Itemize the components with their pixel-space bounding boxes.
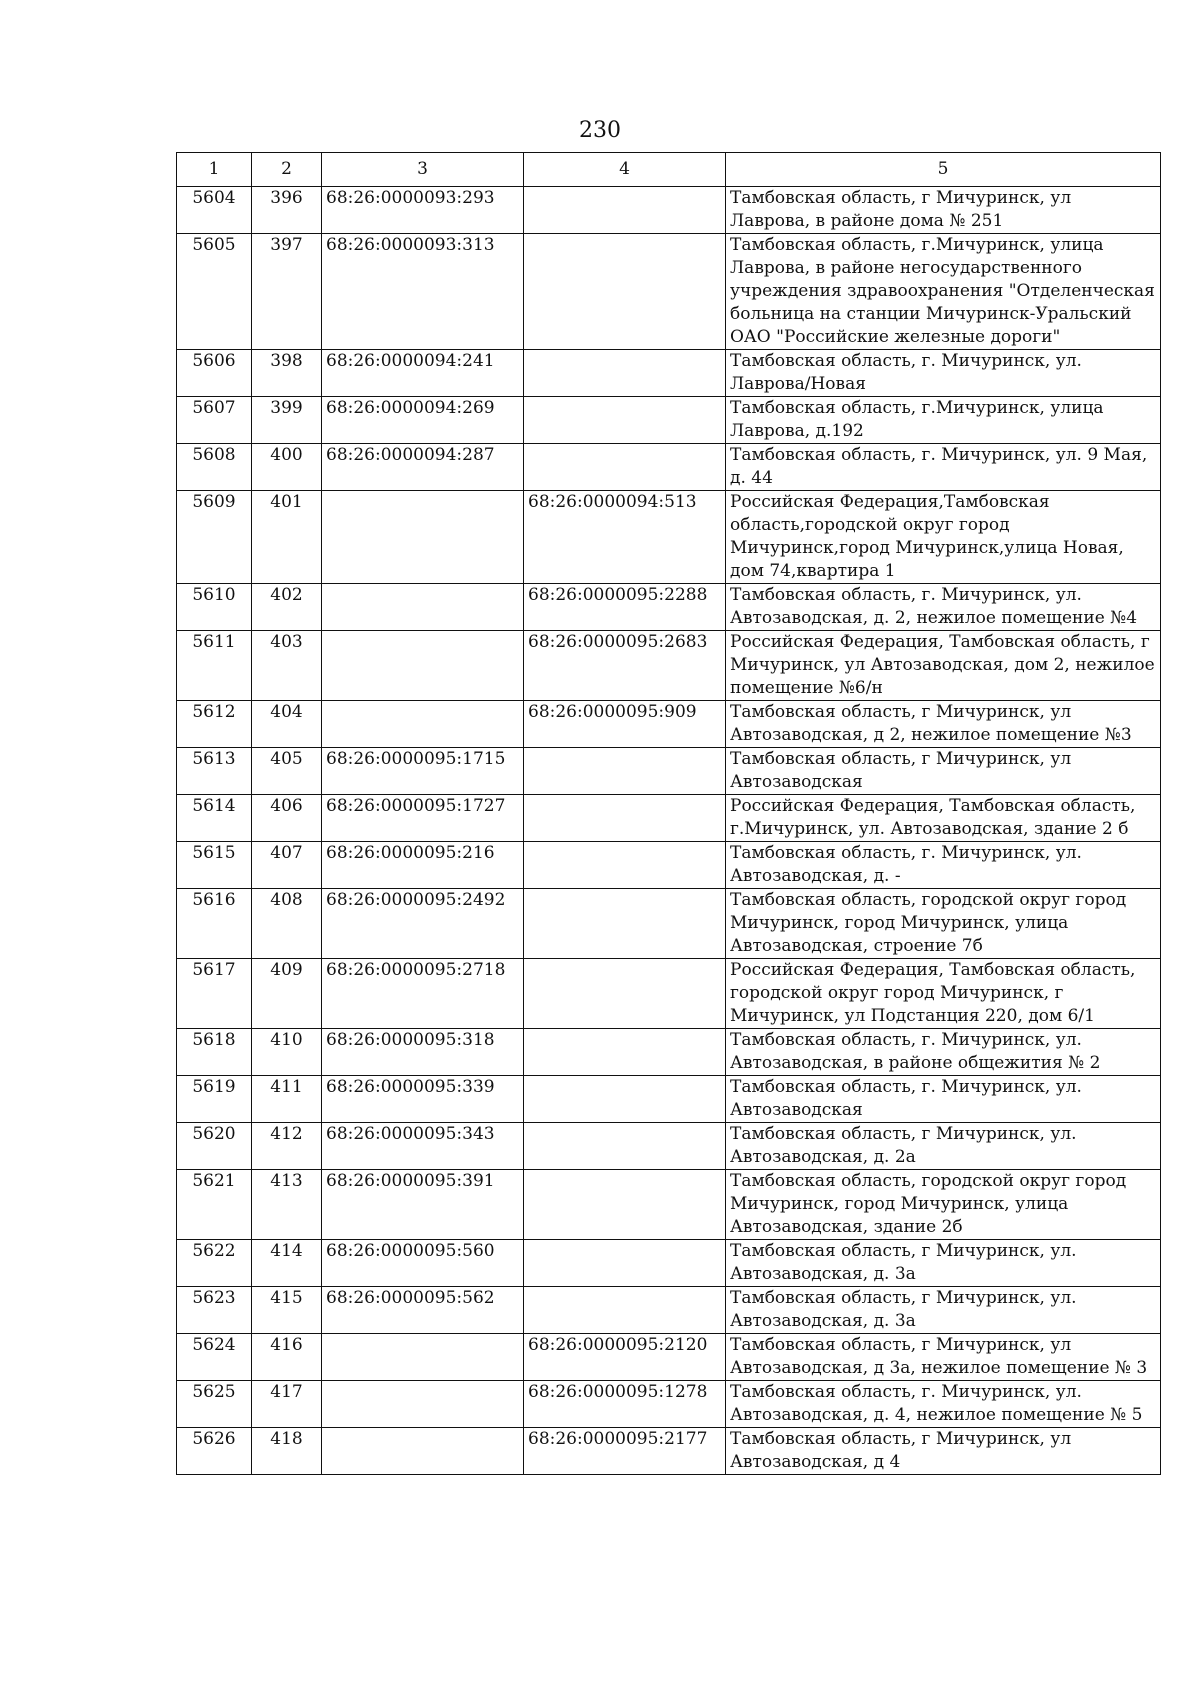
- cell-item-number: 409: [252, 959, 322, 1029]
- cell-item-number: 403: [252, 631, 322, 701]
- cell-row-number: 5615: [177, 842, 252, 889]
- cell-item-number: 407: [252, 842, 322, 889]
- cell-cadastral-premises: 68:26:0000095:2177: [524, 1428, 726, 1475]
- cell-address: Тамбовская область, г. Мичуринск, ул. Автозаводская, д. 4, нежилое помещение № 5: [726, 1381, 1161, 1428]
- table-row: [177, 1428, 1161, 1475]
- table-row: [177, 889, 1161, 959]
- cell-address: Российская Федерация, Тамбовская область, г.Мичуринск, ул. Автозаводская, здание 2 б: [726, 795, 1161, 842]
- cell-cadastral-land: 68:26:0000093:313: [322, 234, 524, 350]
- cell-item-number: 417: [252, 1381, 322, 1428]
- cell-cadastral-land: [322, 701, 524, 748]
- table-row: [177, 187, 1161, 234]
- header-cell-1: 1: [177, 153, 252, 187]
- cell-cadastral-premises: 68:26:0000095:2288: [524, 584, 726, 631]
- cell-address: Тамбовская область, г Мичуринск, ул. Автозаводская, д. 3а: [726, 1240, 1161, 1287]
- cell-address: Тамбовская область, г Мичуринск, ул Автозаводская, д 3а, нежилое помещение № 3: [726, 1334, 1161, 1381]
- cell-cadastral-premises: [524, 1240, 726, 1287]
- cell-cadastral-premises: 68:26:0000095:909: [524, 701, 726, 748]
- table-row: [177, 795, 1161, 842]
- cell-row-number: 5608: [177, 444, 252, 491]
- header-cell-4: 4: [524, 153, 726, 187]
- cell-row-number: 5605: [177, 234, 252, 350]
- cell-cadastral-land: 68:26:0000095:2492: [322, 889, 524, 959]
- cell-address: Тамбовская область, г Мичуринск, ул. Автозаводская, д. 3а: [726, 1287, 1161, 1334]
- cell-address: Тамбовская область, г. Мичуринск, ул. 9 Мая, д. 44: [726, 444, 1161, 491]
- table-row: [177, 701, 1161, 748]
- cell-cadastral-land: [322, 1428, 524, 1475]
- cell-address: Тамбовская область, городской округ город Мичуринск, город Мичуринск, улица Автозаводская, строение 7б: [726, 889, 1161, 959]
- table-row: [177, 1287, 1161, 1334]
- cell-address: Тамбовская область, городской округ город Мичуринск, город Мичуринск, улица Автозаводская, здание 2б: [726, 1170, 1161, 1240]
- cell-item-number: 406: [252, 795, 322, 842]
- cell-row-number: 5625: [177, 1381, 252, 1428]
- table-row: [177, 1334, 1161, 1381]
- cell-item-number: 413: [252, 1170, 322, 1240]
- cell-cadastral-land: 68:26:0000095:318: [322, 1029, 524, 1076]
- table-row: [177, 1381, 1161, 1428]
- cell-cadastral-land: 68:26:0000095:560: [322, 1240, 524, 1287]
- table-row: [177, 631, 1161, 701]
- cell-cadastral-premises: [524, 959, 726, 1029]
- header-cell-3: 3: [322, 153, 524, 187]
- cell-row-number: 5624: [177, 1334, 252, 1381]
- cell-cadastral-premises: [524, 187, 726, 234]
- table-row: [177, 491, 1161, 584]
- cell-cadastral-land: 68:26:0000095:339: [322, 1076, 524, 1123]
- cell-row-number: 5617: [177, 959, 252, 1029]
- cell-row-number: 5622: [177, 1240, 252, 1287]
- cell-cadastral-land: 68:26:0000093:293: [322, 187, 524, 234]
- cell-cadastral-premises: [524, 397, 726, 444]
- cell-row-number: 5613: [177, 748, 252, 795]
- cell-address: Тамбовская область, г Мичуринск, ул Лаврова, в районе дома № 251: [726, 187, 1161, 234]
- cell-cadastral-premises: [524, 842, 726, 889]
- cell-cadastral-land: [322, 631, 524, 701]
- cell-cadastral-premises: [524, 889, 726, 959]
- table-row: [177, 350, 1161, 397]
- cell-cadastral-land: [322, 1334, 524, 1381]
- cell-cadastral-land: 68:26:0000094:287: [322, 444, 524, 491]
- cell-cadastral-premises: [524, 444, 726, 491]
- cell-address: Тамбовская область, г. Мичуринск, ул. Автозаводская, в районе общежития № 2: [726, 1029, 1161, 1076]
- cell-address: Тамбовская область, г. Мичуринск, ул. Автозаводская, д. 2, нежилое помещение №4: [726, 584, 1161, 631]
- cell-address: Тамбовская область, г Мичуринск, ул Автозаводская, д 4: [726, 1428, 1161, 1475]
- table-row: [177, 842, 1161, 889]
- cell-item-number: 404: [252, 701, 322, 748]
- table-row: [177, 1123, 1161, 1170]
- cell-item-number: 414: [252, 1240, 322, 1287]
- cell-row-number: 5621: [177, 1170, 252, 1240]
- cell-row-number: 5619: [177, 1076, 252, 1123]
- cell-cadastral-land: 68:26:0000095:343: [322, 1123, 524, 1170]
- cell-row-number: 5607: [177, 397, 252, 444]
- cell-cadastral-land: [322, 1381, 524, 1428]
- cell-cadastral-premises: [524, 234, 726, 350]
- cell-cadastral-land: [322, 584, 524, 631]
- table-row: [177, 1029, 1161, 1076]
- cell-address: Тамбовская область, г Мичуринск, ул Автозаводская: [726, 748, 1161, 795]
- cell-cadastral-land: [322, 491, 524, 584]
- table-row: [177, 1240, 1161, 1287]
- table-row: [177, 234, 1161, 350]
- table-row: [177, 584, 1161, 631]
- cell-item-number: 408: [252, 889, 322, 959]
- header-row: [177, 153, 1161, 187]
- cell-item-number: 415: [252, 1287, 322, 1334]
- cell-cadastral-land: 68:26:0000095:216: [322, 842, 524, 889]
- cell-item-number: 401: [252, 491, 322, 584]
- cell-cadastral-premises: [524, 1029, 726, 1076]
- cell-address: Российская Федерация, Тамбовская область, городской округ город Мичуринск, г Мичуринск, ул Подстанция 220, дом 6/1: [726, 959, 1161, 1029]
- table-header: [177, 153, 1161, 187]
- cell-row-number: 5626: [177, 1428, 252, 1475]
- cell-row-number: 5606: [177, 350, 252, 397]
- table-row: [177, 959, 1161, 1029]
- cell-item-number: 410: [252, 1029, 322, 1076]
- cell-address: Тамбовская область, г Мичуринск, ул Автозаводская, д 2, нежилое помещение №3: [726, 701, 1161, 748]
- table-row: [177, 1170, 1161, 1240]
- cell-row-number: 5609: [177, 491, 252, 584]
- cell-address: Тамбовская область, г.Мичуринск, улица Лаврова, в районе негосударственного учреждения здравоохранения "Отделенческая больница на станции Мичуринск-Уральский ОАО "Российские железные дороги": [726, 234, 1161, 350]
- cell-address: Российская Федерация,Тамбовская область,городской округ город Мичуринск,город Мичуринск,улица Новая, дом 74,квартира 1: [726, 491, 1161, 584]
- cell-address: Тамбовская область, г. Мичуринск, ул. Лаврова/Новая: [726, 350, 1161, 397]
- cell-row-number: 5604: [177, 187, 252, 234]
- table-row: [177, 397, 1161, 444]
- cell-item-number: 398: [252, 350, 322, 397]
- cell-item-number: 411: [252, 1076, 322, 1123]
- cell-address: Тамбовская область, г Мичуринск, ул. Автозаводская, д. 2а: [726, 1123, 1161, 1170]
- cell-cadastral-land: 68:26:0000094:269: [322, 397, 524, 444]
- page-number: 230: [579, 118, 621, 143]
- cell-item-number: 397: [252, 234, 322, 350]
- cell-cadastral-land: 68:26:0000094:241: [322, 350, 524, 397]
- cell-item-number: 399: [252, 397, 322, 444]
- header-cell-5: 5: [726, 153, 1161, 187]
- table-body: [177, 187, 1161, 1475]
- cell-item-number: 396: [252, 187, 322, 234]
- cell-item-number: 418: [252, 1428, 322, 1475]
- cell-row-number: 5620: [177, 1123, 252, 1170]
- cell-address: Тамбовская область, г.Мичуринск, улица Лаврова, д.192: [726, 397, 1161, 444]
- cell-cadastral-land: 68:26:0000095:391: [322, 1170, 524, 1240]
- cell-item-number: 405: [252, 748, 322, 795]
- cell-cadastral-premises: 68:26:0000095:1278: [524, 1381, 726, 1428]
- cell-row-number: 5618: [177, 1029, 252, 1076]
- cell-row-number: 5610: [177, 584, 252, 631]
- cell-cadastral-premises: [524, 1076, 726, 1123]
- cell-row-number: 5616: [177, 889, 252, 959]
- cell-cadastral-premises: [524, 350, 726, 397]
- cell-cadastral-premises: [524, 748, 726, 795]
- cell-item-number: 412: [252, 1123, 322, 1170]
- cell-cadastral-premises: [524, 1170, 726, 1240]
- cell-row-number: 5614: [177, 795, 252, 842]
- cell-cadastral-premises: 68:26:0000095:2683: [524, 631, 726, 701]
- cell-item-number: 400: [252, 444, 322, 491]
- cell-address: Российская Федерация, Тамбовская область, г Мичуринск, ул Автозаводская, дом 2, нежилое помещение №6/н: [726, 631, 1161, 701]
- cell-cadastral-land: 68:26:0000095:2718: [322, 959, 524, 1029]
- cell-item-number: 416: [252, 1334, 322, 1381]
- cell-row-number: 5623: [177, 1287, 252, 1334]
- cell-cadastral-land: 68:26:0000095:562: [322, 1287, 524, 1334]
- header-cell-2: 2: [252, 153, 322, 187]
- cell-row-number: 5612: [177, 701, 252, 748]
- cell-cadastral-premises: [524, 795, 726, 842]
- cell-cadastral-premises: 68:26:0000094:513: [524, 491, 726, 584]
- cell-address: Тамбовская область, г. Мичуринск, ул. Автозаводская: [726, 1076, 1161, 1123]
- cell-item-number: 402: [252, 584, 322, 631]
- cell-row-number: 5611: [177, 631, 252, 701]
- cell-cadastral-premises: [524, 1287, 726, 1334]
- cell-address: Тамбовская область, г. Мичуринск, ул. Автозаводская, д. -: [726, 842, 1161, 889]
- cell-cadastral-land: 68:26:0000095:1727: [322, 795, 524, 842]
- registry-table: [176, 152, 1161, 1475]
- table-row: [177, 748, 1161, 795]
- cell-cadastral-premises: [524, 1123, 726, 1170]
- cell-cadastral-premises: 68:26:0000095:2120: [524, 1334, 726, 1381]
- table-row: [177, 1076, 1161, 1123]
- cell-cadastral-land: 68:26:0000095:1715: [322, 748, 524, 795]
- table-row: [177, 444, 1161, 491]
